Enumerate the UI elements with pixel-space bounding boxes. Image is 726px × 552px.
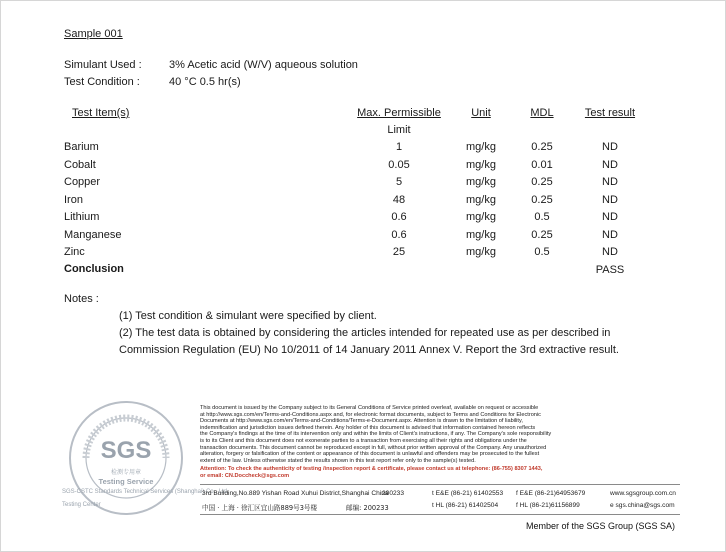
cell-item: Cobalt (64, 159, 96, 171)
attention-line-2: or email: CN.Doccheck@sgs.com (200, 473, 290, 479)
footer-divider-top (200, 484, 680, 485)
simulant-value: 3% Acetic acid (W/V) aqueous solution (169, 59, 358, 71)
cell-unit: mg/kg (466, 176, 496, 188)
cell-max-limit: 0.05 (388, 159, 410, 171)
cell-max-limit: 1 (395, 141, 403, 153)
note-2-line-1: (2) The test data is obtained by considering the articles intended for repeated use as per described in (119, 327, 611, 339)
address-en: 3rd Building,No.889 Yishan Road Xuhui District,Shanghai China (202, 490, 389, 497)
cell-max-limit: 0.6 (391, 211, 407, 223)
postcode-en: 200233 (382, 490, 405, 497)
cell-unit: mg/kg (466, 141, 496, 153)
member-of-sgs-group: Member of the SGS Group (SGS SA) (526, 521, 676, 531)
cell-item: Barium (64, 141, 99, 153)
tel-cn: t HL (86-21) 61402504 (432, 502, 499, 509)
sgs-logo-text: SGS (100, 437, 152, 464)
fine-print-line: is to its Client and this document does not exonerate parties to a transaction from exercising all their rights and obligations under the (200, 438, 527, 444)
sgs-seal-logo (66, 398, 186, 518)
seal-cn-text: 检测专用章 (110, 469, 142, 476)
footer-divider-bottom (200, 514, 680, 515)
stamp-line-2: Testing Center (62, 502, 101, 508)
cell-mdl: 0.25 (531, 141, 553, 153)
cell-max-limit: 25 (392, 246, 406, 258)
website: www.sgsgroup.com.cn (610, 490, 676, 497)
header-max-limit-line2: Limit (387, 124, 411, 136)
cell-result: ND (602, 159, 618, 171)
cell-item: Manganese (64, 229, 122, 241)
conclusion-label: Conclusion (64, 263, 124, 275)
header-max-limit: Max. Permissible (357, 107, 441, 119)
cell-unit: mg/kg (466, 246, 496, 258)
cell-mdl: 0.01 (531, 159, 553, 171)
address-cn: 中国 · 上海 · 徐汇区宜山路889号3号楼 (202, 504, 318, 512)
cell-result: ND (602, 229, 618, 241)
cell-max-limit: 0.6 (391, 229, 407, 241)
sample-title: Sample 001 (64, 28, 123, 40)
cell-mdl: 0.25 (531, 194, 553, 206)
fine-print-line: indemnification and jurisdiction issues defined therein. Any holder of this document is advised that information contained hereon reflects (200, 424, 536, 431)
fine-print-line: at http://www.sgs.com/en/Terms-and-Conditions.aspx and, for electronic format documents, subject to Terms and Conditions for Electronic (200, 411, 541, 418)
cell-max-limit: 5 (395, 176, 403, 188)
cell-result: ND (602, 194, 618, 206)
fax-en: f E&E (86-21)64953679 (516, 490, 586, 497)
cell-item: Iron (64, 194, 83, 206)
cell-max-limit: 48 (392, 194, 406, 206)
condition-label: Test Condition : (64, 76, 140, 88)
condition-value: 40 °C 0.5 hr(s) (169, 76, 241, 88)
note-2-line-2: Commission Regulation (EU) No 10/2011 of 14 January 2011 Annex V. Report the 3rd extractive result. (119, 344, 619, 356)
fine-print-line: This document is issued by the Company subject to its General Conditions of Service printed overleaf, available on request or accessible (200, 405, 539, 411)
cell-mdl: 0.25 (531, 176, 553, 188)
cell-item: Lithium (64, 211, 100, 223)
stamp-line-1: SGS-CSTC Standards Technical Services (Shanghai) Co., Ltd. (62, 489, 229, 495)
simulant-label: Simulant Used : (64, 59, 142, 71)
fine-print-line: the Company's findings at the time of its intervention only and within the limits of Client's instructions, if any. The Company's sole responsibility (200, 431, 552, 438)
cell-result: ND (602, 141, 618, 153)
notes-label: Notes : (64, 293, 99, 305)
cell-item: Copper (64, 176, 101, 188)
cell-unit: mg/kg (466, 159, 496, 171)
cell-result: ND (602, 211, 618, 223)
header-test-items: Test Item(s) (72, 107, 130, 119)
conclusion-value: PASS (595, 264, 625, 276)
cell-unit: mg/kg (466, 194, 496, 206)
fine-print-line: extent of the law. Unless otherwise stated the results shown in this test report refer only to the sample(s) tested. (200, 457, 476, 464)
seal-testing-service: Testing Service (98, 477, 154, 486)
cell-mdl: 0.25 (531, 229, 553, 241)
note-1: (1) Test condition & simulant were specified by client. (119, 310, 377, 322)
postcode-cn: 邮编: 200233 (346, 504, 389, 512)
email: e sgs.china@sgs.com (610, 502, 675, 509)
cell-result: ND (602, 176, 618, 188)
attention-line-1: Attention: To check the authenticity of testing /inspection report & certificate, please contact us at telephone: (86-755) 8307 1443, (200, 466, 543, 472)
cell-mdl: 0.5 (534, 246, 550, 258)
tel-en: t E&E (86-21) 61402553 (432, 490, 504, 497)
cell-result: ND (602, 246, 618, 258)
cell-item: Zinc (64, 246, 85, 258)
fax-cn: f HL (86-21)61156899 (516, 502, 580, 509)
fine-print-line: alteration, forgery or falsification of the content or appearance of this document is unlawful and offenders may be prosecuted to the fullest (200, 451, 540, 458)
header-test-result: Test result (584, 107, 636, 119)
cell-unit: mg/kg (466, 211, 496, 223)
header-mdl: MDL (530, 107, 554, 119)
cell-unit: mg/kg (466, 229, 496, 241)
fine-print-line: transaction documents. This document cannot be reproduced except in full, without prior written approval of the Company. Any unauthorized (200, 444, 547, 451)
header-unit: Unit (471, 107, 491, 119)
fine-print-line: Documents at http://www.sgs.com/en/Terms-and-Conditions/Terms-e-Document.aspx. Attention is drawn to the limitation of liability, (200, 418, 523, 425)
cell-mdl: 0.5 (534, 211, 550, 223)
